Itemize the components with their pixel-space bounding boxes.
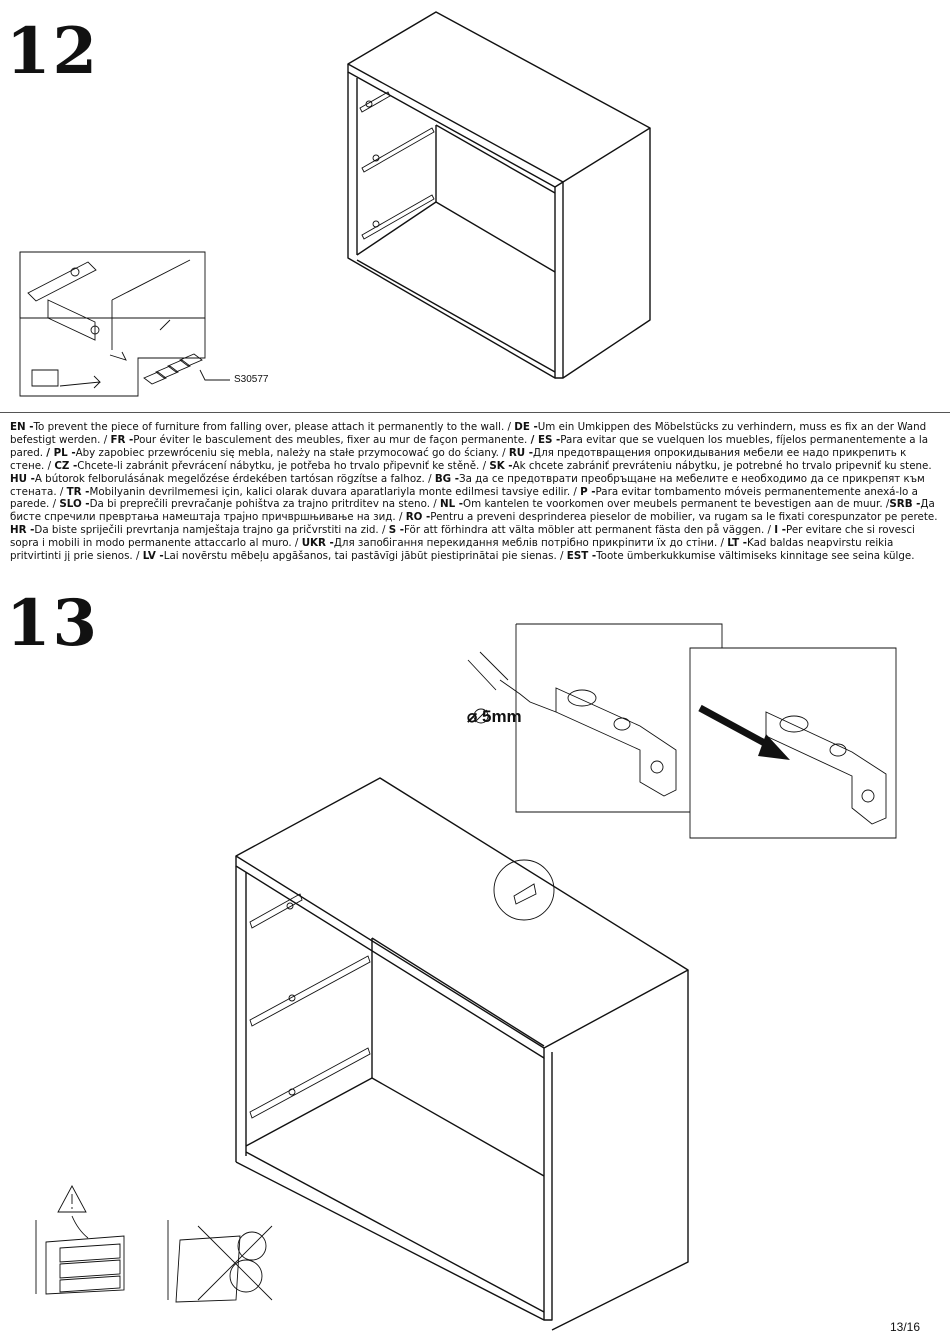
warning-sentence: Om kantelen te voorkomen over meubels permanent te bevestigen aan de muur. / bbox=[463, 498, 890, 511]
language-code: RO - bbox=[405, 511, 431, 524]
warning-sentence: Da biste spriječili prevrtanja namještaja trajno ga pričvrstiti na zid. / bbox=[34, 524, 389, 537]
language-code: / ES - bbox=[530, 433, 561, 446]
language-code: EST - bbox=[566, 550, 597, 563]
warning-sentence: Для предотвращения опрокидывания мебели ее надо прикрепить к стене. / bbox=[10, 446, 907, 472]
warning-sentence: Da bi preprečili prevračanje pohištva za trajno pritrditev na steno. / bbox=[89, 498, 440, 511]
language-code: EN - bbox=[10, 421, 34, 433]
language-code: BG - bbox=[434, 472, 459, 485]
warning-sentence: Para evitar tombamento móveis permanentemente anexá-lo a parede. / bbox=[10, 485, 918, 511]
language-code: S - bbox=[388, 524, 404, 537]
language-code: NL - bbox=[440, 498, 464, 511]
warning-sentence: Chcete-li zabránit převrácení nábytku, je potřeba ho trvalo připevniť ke stěně. / bbox=[77, 459, 490, 472]
warning-sentence: A bútorok felborulásának megelőzése érdekében tartósan rögzítse a falhoz. / bbox=[34, 472, 435, 485]
language-code: / PL - bbox=[46, 446, 76, 459]
language-code: RU - bbox=[508, 446, 534, 459]
warning-sentence: Lai novērstu mēbeļu apgāšanos, tai pastāvīgi jābūt piestiprinātai pie sienas. / bbox=[163, 550, 567, 563]
warning-sentence: Toote ümberkukkumise vältimiseks kinnitage see seina külge. bbox=[596, 550, 915, 563]
part-code-label: S30577 bbox=[234, 374, 269, 385]
warning-sentence: Ak chcete zabrániť prevráteniu nábytku, je potrebné ho trvalo pripevniť ku stene. bbox=[512, 459, 932, 472]
step-number-12: 12 bbox=[6, 14, 100, 89]
warning-sentence: Kad baldas neapvirstu reikia pritvirtinti jį prie sienos. / bbox=[10, 537, 894, 563]
warning-sentence: Mobilyanin devrilmemesi için, kalici olarak duvara aparatlariyla monte edilmesi tavsiye edilir. / bbox=[89, 485, 581, 498]
warning-sentence: Aby zapobiec przewróceniu się mebla, należy na stałe przymocować go do ściany. / bbox=[75, 446, 509, 459]
language-code: TR - bbox=[66, 485, 90, 498]
language-code: CZ - bbox=[54, 459, 78, 472]
language-code: SLO - bbox=[59, 498, 90, 511]
language-code: LT - bbox=[727, 537, 747, 550]
language-code: SRB - bbox=[889, 498, 921, 511]
warning-sentence: För att förhindra att välta möbler att permanent fästa den på väggen. / bbox=[403, 524, 775, 537]
drill-size-value: 5mm bbox=[481, 707, 522, 726]
page-number: 13/16 bbox=[889, 1320, 920, 1334]
warning-sentence: Per evitare che si rovesci sopra i mobili in modo permanente attaccarlo al muro. / bbox=[10, 524, 915, 550]
drill-size-label bbox=[467, 707, 522, 727]
warning-sentence: Для запобігання перекидання меблів потрібно прикріпити їх до стіни. / bbox=[333, 537, 728, 550]
language-code: SK - bbox=[489, 459, 513, 472]
warning-sentence: За да се предотврати преобръщане на мебелите е необходимо да се прикрепят към стената. / bbox=[10, 472, 925, 498]
language-code: UKR - bbox=[301, 537, 334, 550]
language-code: I - bbox=[774, 524, 786, 537]
language-code: LV - bbox=[142, 550, 164, 563]
diameter-icon: ⌀ bbox=[467, 707, 478, 726]
language-code: FR - bbox=[110, 433, 134, 446]
warning-sentence: Pour éviter le basculement des meubles, fixer au mur de façon permanente. bbox=[133, 433, 531, 446]
warning-sentence: Pentru a preveni desprinderea pieselor de mobilier, va rugam sa le fixati corespunzator pe perete. bbox=[430, 511, 938, 524]
warning-sentence: Да бисте спречили превртања намештаја трајно причвршњивање на зид. / bbox=[10, 498, 935, 524]
step-number-13: 13 bbox=[6, 586, 100, 661]
warning-sentence: Para evitar que se vuelquen los muebles, fíjelos permanentemente a la pared. bbox=[10, 433, 929, 459]
language-code: HR - bbox=[10, 524, 35, 537]
language-code: DE - bbox=[514, 421, 538, 433]
warning-sentence: To prevent the piece of furniture from falling over, please attach it permanently to the wall. / bbox=[33, 421, 515, 433]
language-code: P - bbox=[580, 485, 596, 498]
warning-sentence: Um ein Umkippen des Möbelstücks zu verhindern, muss es fix an der Wand befestigt werden. / bbox=[10, 421, 927, 446]
language-code: HU - bbox=[10, 472, 35, 485]
